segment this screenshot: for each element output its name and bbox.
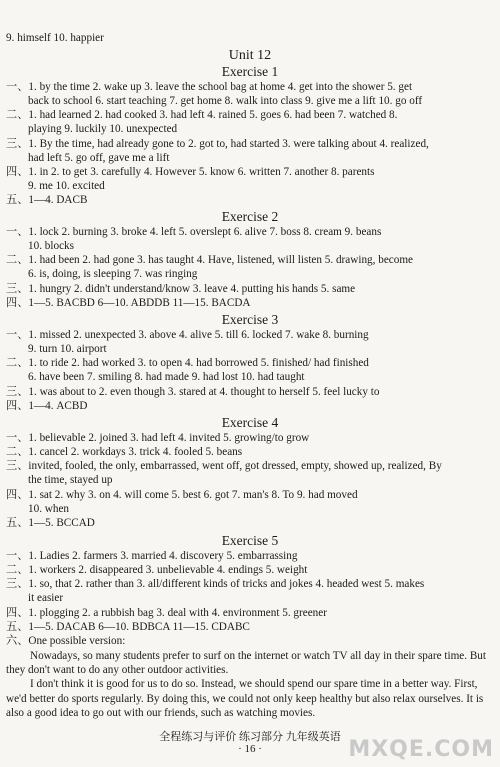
ex1-line: playing 9. luckily 10. unexpected [28, 123, 178, 135]
page-footer: 全程练习与评价 练习部分 九年级英语 [159, 731, 341, 743]
ex4-line: 一、1. believable 2. joined 3. had left 4. invited 5. growing/to grow [6, 432, 310, 444]
ex5-line: 五、1—5. DACAB 6—10. BDBCA 11—15. CDABC [6, 621, 250, 633]
ex1-line: 四、1. in 2. to get 3. carefully 4. However 5. know 6. written 7. another 8. parents [6, 166, 375, 178]
unit-title: Unit 12 [228, 48, 272, 63]
ex4-line: 三、invited, fooled, the only, embarrassed, went off, got dressed, empty, showed up, realized, By [6, 460, 442, 472]
ex3-line: 三、1. was about to 2. even though 3. stared at 4. thought to herself 5. feel lucky to [6, 386, 380, 398]
exercise-2-title: Exercise 2 [221, 209, 279, 224]
ex2-line: 三、1. hungry 2. didn't understand/know 3. leave 4. putting his hands 5. same [6, 283, 356, 295]
page-number: · 16 · [238, 743, 262, 755]
ex4-line: the time, stayed up [28, 474, 113, 486]
top-line: 9. himself 10. happier [6, 32, 104, 44]
ex3-line: 9. turn 10. airport [28, 343, 107, 355]
essay-paragraph: Nowadays, so many students prefer to surf on the internet or watch TV all day in their spare time. But they don't want to do any other outdoor activities. [6, 650, 486, 677]
exercise-4-title: Exercise 4 [221, 415, 279, 430]
exercise-1-title: Exercise 1 [221, 64, 279, 79]
ex3-line: 一、1. missed 2. unexpected 3. above 4. alive 5. till 6. locked 7. wake 8. burning [6, 329, 369, 341]
ex3-line: 四、1—4. ACBD [6, 400, 88, 412]
ex4-line: 四、1. sat 2. why 3. on 4. will come 5. best 6. got 7. man's 8. To 9. had moved [6, 489, 358, 501]
ex4-line: 五、1—5. BCCAD [6, 517, 95, 529]
ex3-line: 6. have been 7. smiling 8. had made 9. had lost 10. had taught [28, 371, 305, 383]
ex4-line: 二、1. cancel 2. workdays 3. trick 4. fooled 5. beans [6, 446, 243, 458]
watermark-logo: MXQE.COM [348, 737, 494, 762]
ex5-line: 四、1. plogging 2. a rubbish bag 3. deal with 4. environment 5. greener [6, 607, 327, 619]
ex5-line: 一、1. Ladies 2. farmers 3. married 4. discovery 5. embarrassing [6, 550, 298, 562]
ex1-line: 五、1—4. DACB [6, 194, 88, 206]
ex4-line: 10. when [28, 503, 70, 515]
exercise-5-title: Exercise 5 [221, 533, 279, 548]
ex5-line: it easier [28, 592, 64, 604]
essay-paragraph: I don't think it is good for us to do so. Instead, we should spend our spare time in a better way. First, we'd better do sports regularly. By doing this, we could not only keep healthy but also relax ourselves. It is also a good idea to go out with our friends, such as watching movies. [6, 678, 484, 719]
ex1-line: 一、1. by the time 2. wake up 3. leave the school bag at home 4. get into the shower 5. get [6, 81, 413, 93]
ex2-line: 10. blocks [28, 240, 74, 252]
ex2-line: 二、1. had been 2. had gone 3. has taught 4. Have, listened, will listen 5. drawing, become [6, 254, 414, 266]
ex5-line: 二、1. workers 2. disappeared 3. unbelievable 4. endings 5. weight [6, 564, 308, 576]
ex3-line: 二、1. to ride 2. had worked 3. to open 4. had borrowed 5. finished/ had finished [6, 357, 369, 369]
ex1-line: 三、1. By the time, had already gone to 2. got to, had started 3. were talking about 4. realized, [6, 138, 429, 150]
exercise-3-title: Exercise 3 [221, 312, 279, 327]
ex2-line: 6. is, doing, is sleeping 7. was ringing [28, 268, 198, 280]
sample-essay [6, 649, 494, 720]
ex1-line: 9. me 10. excited [28, 180, 105, 192]
ex2-line: 四、1—5. BACBD 6—10. ABDDB 11—15. BACDA [6, 297, 251, 309]
ex1-line: had left 5. go off, gave me a lift [28, 152, 170, 164]
ex2-line: 一、1. lock 2. burning 3. broke 4. left 5. overslept 6. alive 7. boss 8. cream 9. beans [6, 226, 382, 238]
ex1-line: 二、1. had learned 2. had cooked 3. had left 4. rained 5. goes 6. had been 7. watched 8. [6, 109, 398, 121]
ex5-line: 三、1. so, that 2. rather than 3. all/different kinds of tricks and jokes 4. headed west 5. makes [6, 578, 425, 590]
ex1-line: back to school 6. start teaching 7. get home 8. walk into class 9. give me a lift 10. go off [28, 95, 423, 107]
ex5-line: 六、One possible version: [6, 635, 126, 647]
